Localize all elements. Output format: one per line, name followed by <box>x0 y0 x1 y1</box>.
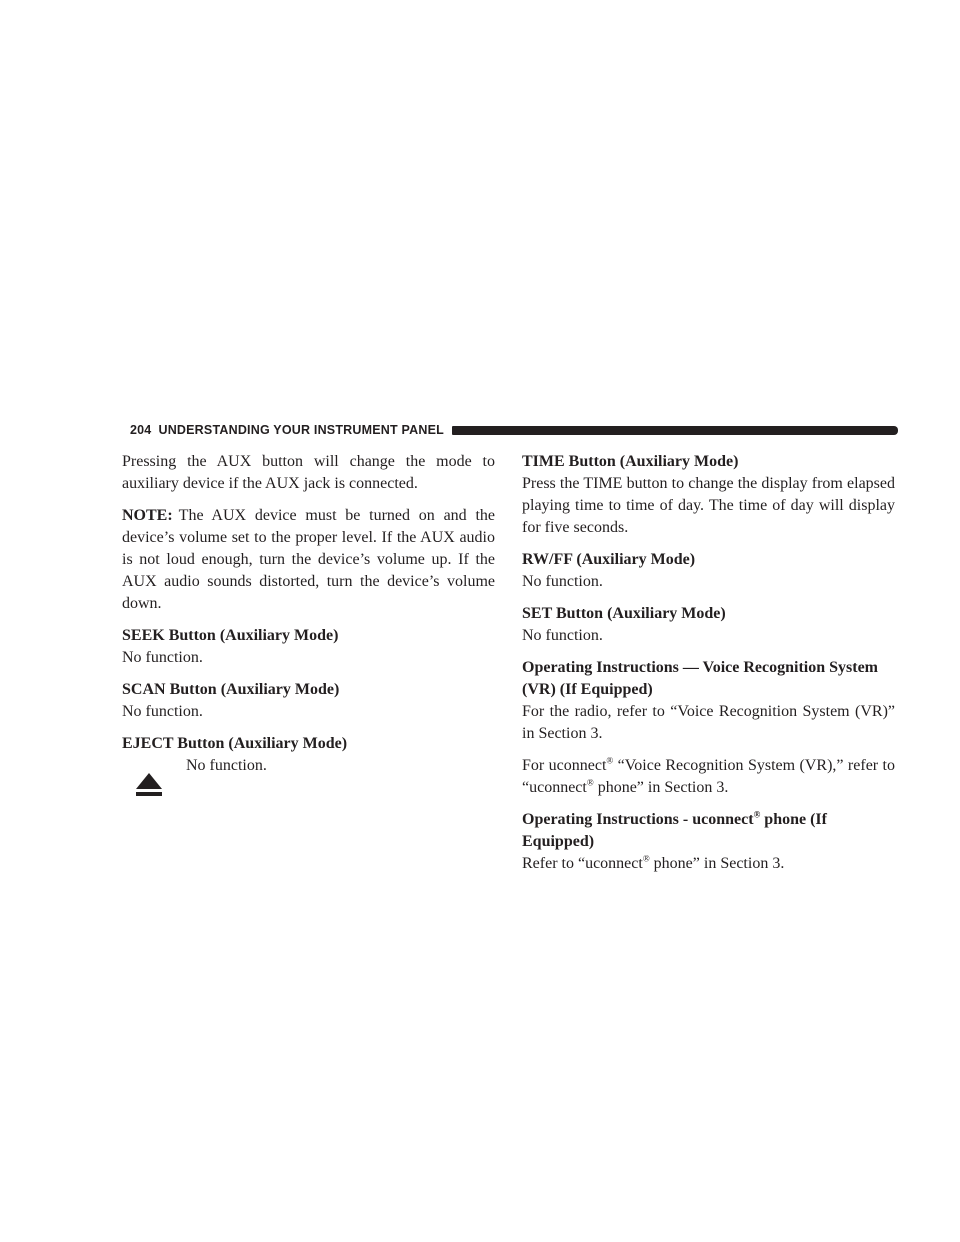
note-label: NOTE: <box>122 507 173 524</box>
seek-text: No function. <box>122 649 203 666</box>
right-column <box>522 451 895 885</box>
note-paragraph <box>122 505 495 615</box>
vr-text-part: For uconnect <box>522 757 607 774</box>
left-column <box>122 451 495 825</box>
vr-text-part: “Voice Recognition System (VR),” refer to “uconnect <box>522 757 895 796</box>
registered-mark: ® <box>642 853 650 864</box>
vr-section <box>522 657 895 799</box>
scan-section <box>122 679 495 723</box>
time-heading: TIME Button (Auxiliary Mode) <box>522 453 739 470</box>
aux-intro-paragraph: Pressing the AUX button will change the mode to auxiliary device if the AUX jack is connected. <box>122 453 495 492</box>
seek-heading: SEEK Button (Auxiliary Mode) <box>122 627 339 644</box>
phone-text-part: phone” in Section 3. <box>649 855 785 872</box>
phone-heading-part: phone (If Equipped) <box>522 811 827 850</box>
eject-icon <box>134 769 164 799</box>
scan-text: No function. <box>122 703 203 720</box>
set-heading: SET Button (Auxiliary Mode) <box>522 605 726 622</box>
phone-text-part: Refer to “uconnect <box>522 855 643 872</box>
time-section <box>522 451 895 539</box>
scan-heading: SCAN Button (Auxiliary Mode) <box>122 681 340 698</box>
eject-block <box>122 755 495 815</box>
vr-text-radio: For the radio, refer to “Voice Recognition System (VR)” in Section 3. <box>522 703 895 742</box>
set-section <box>522 603 895 647</box>
vr-text-part: phone” in Section 3. <box>593 779 729 796</box>
time-text: Press the TIME button to change the display from elapsed playing time to time of day. The time of day will display for five seconds. <box>522 475 895 536</box>
phone-heading-part: Operating Instructions - uconnect <box>522 811 754 828</box>
vr-heading: Operating Instructions — Voice Recognition System (VR) (If Equipped) <box>522 659 878 698</box>
page-number: 204 <box>130 423 152 437</box>
rwff-section <box>522 549 895 593</box>
page-header <box>130 423 898 437</box>
phone-section <box>522 809 895 875</box>
registered-mark: ® <box>753 809 761 820</box>
eject-heading: EJECT Button (Auxiliary Mode) <box>122 735 348 752</box>
rwff-text: No function. <box>522 573 603 590</box>
seek-section <box>122 625 495 669</box>
eject-section <box>122 733 495 815</box>
phone-heading <box>522 809 895 853</box>
rwff-heading: RW/FF (Auxiliary Mode) <box>522 551 696 568</box>
registered-mark: ® <box>586 777 594 788</box>
set-text: No function. <box>522 627 603 644</box>
registered-mark: ® <box>606 755 614 766</box>
phone-text <box>522 853 895 875</box>
section-title: UNDERSTANDING YOUR INSTRUMENT PANEL <box>158 423 444 437</box>
header-rule <box>452 426 898 435</box>
eject-text: No function. <box>186 757 267 774</box>
note-text: The AUX device must be turned on and the device’s volume set to the proper level. If the AUX audio is not loud enough, turn the device’s volume up. If the AUX audio sounds distorted, turn the device’s volume down. <box>122 507 495 612</box>
vr-text-uconnect <box>522 755 895 799</box>
